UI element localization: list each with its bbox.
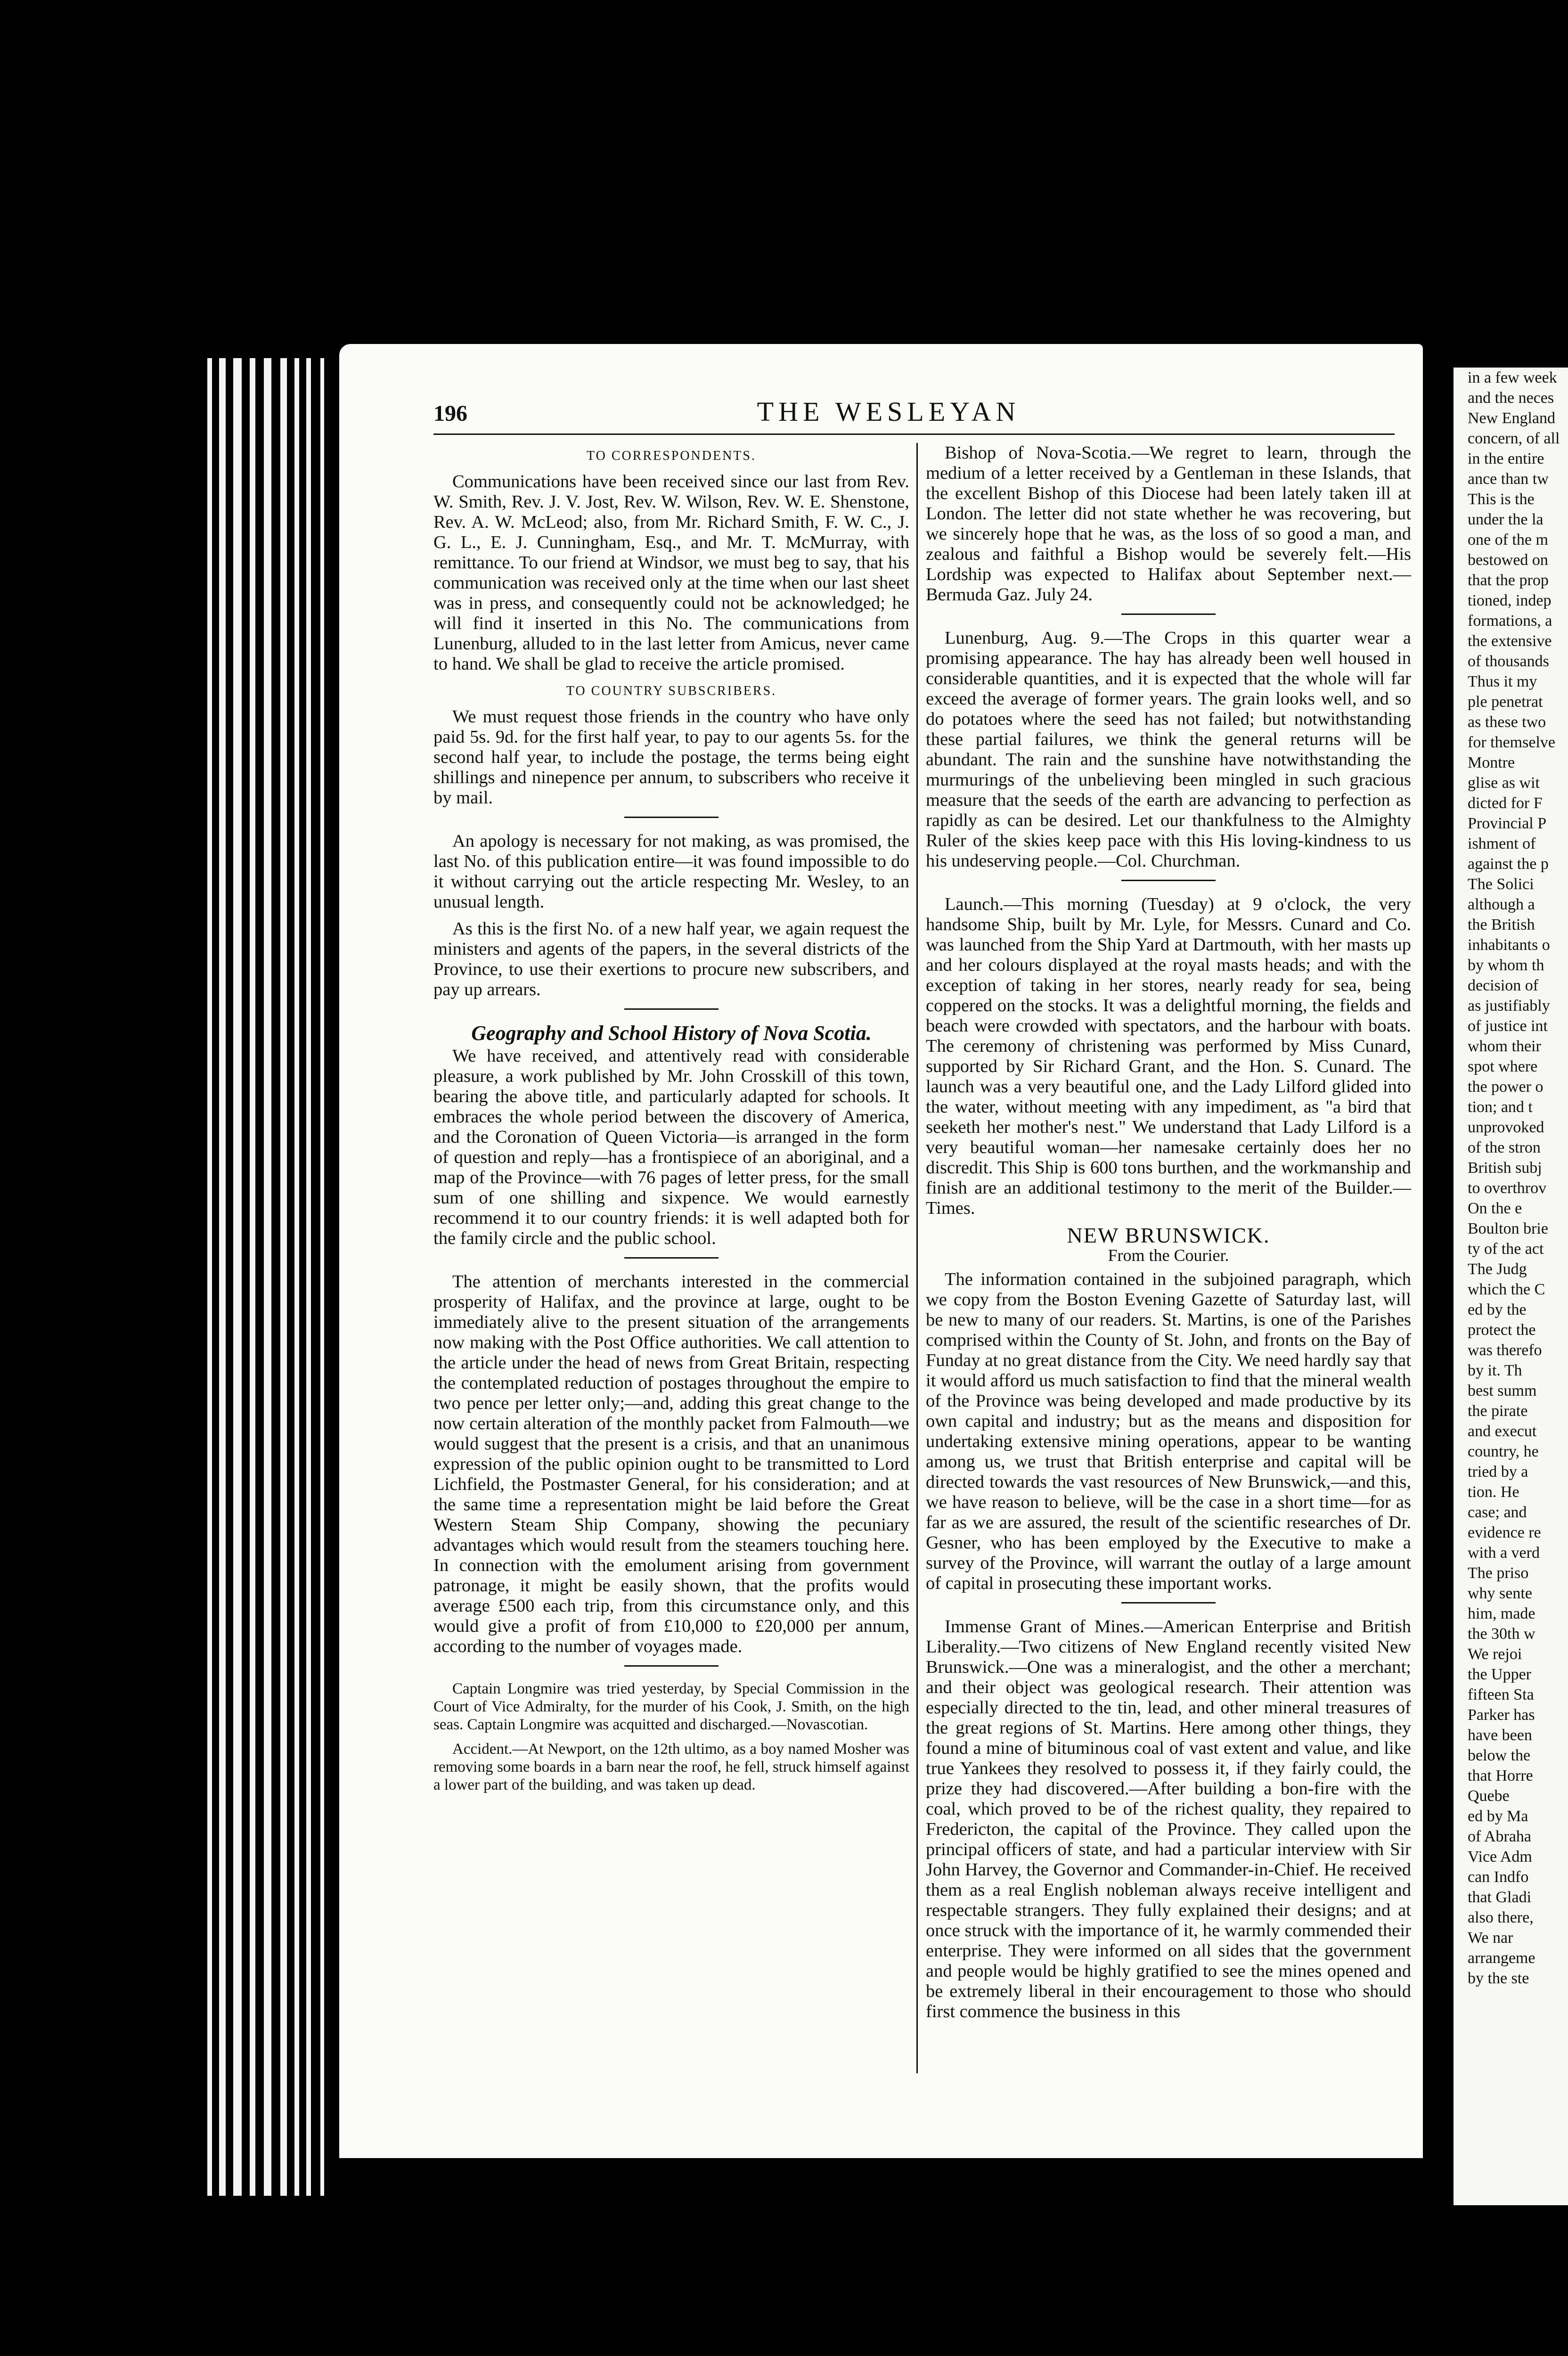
adjacent-page-line: We nar: [1468, 1929, 1513, 1947]
adjacent-page-line: case; and: [1468, 1504, 1527, 1521]
adjacent-page-line: We rejoi: [1468, 1645, 1522, 1663]
adjacent-page-line: of justice int: [1468, 1017, 1548, 1035]
longmire-paragraph: Captain Longmire was tried yesterday, by Special Commission in the Court of Vice Admiralty, for the murder of his Cook, J. Smith, on the high seas. Captain Longmire was acquitted and discharged.—Novascotian.: [433, 1680, 909, 1733]
adjacent-page-line: decision of: [1468, 977, 1539, 994]
adjacent-page-line: in a few week: [1468, 369, 1557, 386]
adjacent-page-line: also there,: [1468, 1909, 1534, 1926]
adjacent-page-line: and execut: [1468, 1423, 1537, 1440]
adjacent-page-line: tioned, indep: [1468, 592, 1552, 609]
adjacent-page-line: was therefo: [1468, 1342, 1542, 1359]
adjacent-page-line: the 30th w: [1468, 1625, 1535, 1643]
adjacent-page-line: tion. He: [1468, 1483, 1519, 1501]
adjacent-page-line: the British: [1468, 916, 1535, 933]
adjacent-page-line: as these two: [1468, 713, 1546, 731]
adjacent-page-fragment: [1454, 368, 1568, 2205]
accident-paragraph: Accident.—At Newport, on the 12th ultimo, as a boy named Mosher was removing some boards in a barn near the roof, he fell, struck himself against a lower part of the building, and was taken up dead.: [433, 1741, 909, 1793]
adjacent-page-line: unprovoked: [1468, 1119, 1544, 1136]
adjacent-page-line: inhabitants o: [1468, 936, 1550, 954]
section-rule: [1121, 614, 1216, 615]
left-column: [433, 443, 909, 1800]
adjacent-page-line: the Upper: [1468, 1666, 1532, 1683]
page-title: THE WESLEYAN: [757, 396, 1021, 427]
subscribers-heading: TO COUNTRY SUBSCRIBERS.: [566, 684, 777, 698]
adjacent-page-line: New England: [1468, 409, 1556, 427]
adjacent-page-line: Boulton brie: [1468, 1220, 1548, 1237]
merchants-paragraph: The attention of merchants interested in the commercial prosperity of Halifax, and the province at large, ought to be immediately alive to the present situation of the arrangements now making with the Post Office authorities. We call attention to the article under the head of news from Great Britain, respecting the contemplated reduction of postages throughout the empire to two pence per letter only;—and, adding this great change to the now certain alteration of the monthly packet from Falmouth—we would suggest that the present is a crisis, and that an unanimous expression of the public opinion ought to be transmitted to Lord Lichfield, the Postmaster General, for his consideration; and at the same time a representation might be laid before the Great Western Steam Ship Company, showing the pecuniary advantages which would result from the steamers touching here. In connection with the emolument arising from government patronage, it might be easily shown, that the profits would average £500 each trip, from this circumstance only, and this would give a profit of from £10,000 to £20,000 per annum, according to the number of voyages made.: [433, 1272, 909, 1656]
section-rule: [624, 1008, 719, 1010]
adjacent-page-line: spot where: [1468, 1058, 1538, 1075]
correspondents-paragraph: Communications have been received since our last from Rev. W. Smith, Rev. J. V. Jost, Rev. W. Wilson, Rev. W. E. Shenstone, Rev. A. W. McLeod; also, from Mr. Richard Smith, F. W. C., J. G. L., E. J. Cunningham, Esq., and Mr. T. McMurray, with remittance. To our friend at Windsor, we must beg to say, that his communication was received only at the time when our last sheet was in press, and consequently could not be acknowledged; he will find it inserted in this No. The communications from Lunenburg, alluded to in the last letter from Amicus, never came to hand. We shall be glad to receive the article promised.: [433, 472, 909, 674]
bishop-paragraph: Bishop of Nova-Scotia.—We regret to learn, through the medium of a letter received by a Gentleman in these Islands, that the excellent Bishop of this Diocese had been lately taken ill at London. The letter did not state whether he was recovering, but we sincerely hope that he was, as the loss of so good a man, and zealous and faithful a Bishop would be severely felt.—His Lordship was expected to Halifax about September next.—Bermuda Gaz. July 24.: [926, 443, 1411, 605]
adjacent-page-line: ed by the: [1468, 1301, 1527, 1318]
adjacent-page-line: by it. Th: [1468, 1362, 1522, 1379]
page-number: 196: [433, 401, 467, 426]
adjacent-page-line: British subj: [1468, 1159, 1542, 1177]
adjacent-page-line: fifteen Sta: [1468, 1686, 1534, 1703]
adjacent-page-line: to overthrov: [1468, 1179, 1547, 1197]
adjacent-page-line: protect the: [1468, 1321, 1536, 1339]
geography-paragraph: We have received, and attentively read with considerable pleasure, a work published by Mr. John Crosskill of this town, bearing the above title, and particularly adapted for schools. It embraces the whole period between the discovery of America, and the Coronation of Queen Victoria—is arranged in the form of question and reply—has a frontispiece of an aboriginal, and a map of the Province—with 76 pages of letter press, for the small sum of one shilling and sixpence. We would earnestly recommend it to our country friends: it is well adapted both for the family circle and the public school.: [433, 1046, 909, 1248]
adjacent-page-line: one of the m: [1468, 531, 1548, 548]
header-rule: [433, 434, 1395, 435]
adjacent-page-line: that the prop: [1468, 572, 1549, 589]
adjacent-page-line: against the p: [1468, 855, 1549, 873]
adjacent-page-line: concern, of all: [1468, 430, 1560, 447]
adjacent-page-line: have been: [1468, 1726, 1532, 1744]
adjacent-page-line: although a: [1468, 896, 1535, 913]
right-column: [926, 443, 1411, 2029]
adjacent-page-line: Quebe: [1468, 1787, 1510, 1805]
adjacent-page-line: On the e: [1468, 1200, 1522, 1217]
adjacent-page-line: which the C: [1468, 1281, 1545, 1298]
adjacent-page-line: bestowed on: [1468, 551, 1548, 569]
adjacent-page-line: evidence re: [1468, 1524, 1541, 1541]
adjacent-page-line: that Gladi: [1468, 1889, 1532, 1906]
geography-heading: Geography and School History of Nova Scotia.: [471, 1022, 872, 1045]
launch-paragraph: Launch.—This morning (Tuesday) at 9 o'clock, the very handsome Ship, built by Mr. Lyle, for Messrs. Cunard and Co. was launched from the Ship Yard at Dartmouth, with her masts up and her colours displayed at the royal masts heads; and with the exception of taking in her stores, nearly ready for sea, being coppered on the stocks. It was a delightful morning, the fields and beach were crowded with spectators, and the harbour with boats. The ceremony of christening was performed by Miss Cunard, supported by Sir Richard Grant, and the Hon. S. Cunard. The launch was a very beautiful one, and the Lady Lilford glided into the water, without meeting with any impediment, as "a bird that seeketh her mother's nest." We understand that Lady Lilford is a very beautiful woman—her namesake certainly does her no discredit. This Ship is 600 tons burthen, and the workmanship and finish are an additional testimony to the merit of the Builder.—Times.: [926, 894, 1411, 1218]
adjacent-page-line: of thousands: [1468, 653, 1549, 670]
grant-of-mines-paragraph: Immense Grant of Mines.—American Enterprise and British Liberality.—Two citizens of New England recently visited New Brunswick.—One was a mineralogist, and the other a merchant; and their object was geological research. Their attention was especially directed to the tin, lead, and other mineral treasures of the great regions of St. Martins. Here among other things, they found a mine of bituminous coal of vast extent and value, and like true Yankees they resolved to possess it, if they fairly could, the prize they had discovered.—After building a bon-fire with the coal, which proved to be of the richest quality, they repaired to Fredericton, the capital of the Province. They called upon the principal officers of state, and had a particular interview with Sir John Harvey, the Governor and Commander-in-Chief. He received them as a real English nobleman always receive intelligent and respectable strangers. They fully explained their designs; and at once struck with the importance of it, he warmly commended their enterprise. They were informed on all sides that the government and people would be highly gratified to see the mines opened and be extremely liberal in their encouragement to those who should first commence the business in this: [926, 1617, 1411, 2021]
new-brunswick-subheading: From the Courier.: [1108, 1246, 1229, 1265]
adjacent-page-line: This is the: [1468, 491, 1535, 508]
section-rule: [1121, 1602, 1216, 1603]
adjacent-page-line: whom their: [1468, 1038, 1541, 1055]
adjacent-page-line: Parker has: [1468, 1706, 1535, 1724]
section-rule: [624, 817, 719, 818]
page-header: [433, 396, 1395, 429]
adjacent-page-line: best summ: [1468, 1382, 1537, 1399]
new-brunswick-paragraph: The information contained in the subjoined paragraph, which we copy from the Boston Evening Gazette of Saturday last, will be new to many of our readers. St. Martins, is one of the Parishes comprised within the County of St. John, and fronts on the Bay of Funday at no great distance from the City. We need hardly say that it would afford us much satisfaction to find that the mineral wealth of the Province was being developed and made productive by its own capital and industry; but as the means and disposition for undertaking extensive mining operations, appear to be wanting among us, we trust that British enterprise and capital will be directed towards the vast resources of New Brunswick,—and this, we have reason to believe, will be the case in a short time—for as far as we are assured, the result of the scientific researches of Dr. Gesner, who has been employed by the Executive to make a survey of the Province, will warrant the outlay of a large amount of capital in prosecuting these important works.: [926, 1269, 1411, 1593]
section-rule: [624, 1257, 719, 1259]
adjacent-page-line: ty of the act: [1468, 1240, 1544, 1258]
adjacent-page-line: below the: [1468, 1747, 1531, 1764]
section-rule: [624, 1665, 719, 1667]
adjacent-page-line: of the stron: [1468, 1139, 1541, 1156]
page-gutter: [1423, 471, 1454, 2168]
adjacent-page-line: ple penetrat: [1468, 693, 1543, 711]
column-divider: [916, 443, 918, 2073]
adjacent-page-line: Vice Adm: [1468, 1848, 1532, 1865]
newspaper-page: [339, 344, 1423, 2158]
adjacent-page-line: arrangeme: [1468, 1949, 1535, 1967]
adjacent-page-line: glise as wit: [1468, 774, 1540, 792]
adjacent-page-line: tion; and t: [1468, 1098, 1533, 1116]
adjacent-page-line: country, he: [1468, 1443, 1539, 1460]
adjacent-page-line: that Horre: [1468, 1767, 1533, 1784]
adjacent-page-line: Thus it my: [1468, 673, 1537, 690]
adjacent-page-line: why sente: [1468, 1585, 1532, 1602]
adjacent-page-line: under the la: [1468, 511, 1544, 528]
adjacent-page-line: dicted for F: [1468, 794, 1543, 812]
adjacent-page-line: ed by Ma: [1468, 1808, 1528, 1825]
book-spine: [207, 358, 344, 2196]
adjacent-page-line: in the entire: [1468, 450, 1544, 467]
adjacent-page-line: ishment of: [1468, 835, 1536, 852]
adjacent-page-line: ance than tw: [1468, 470, 1549, 488]
adjacent-page-line: with a verd: [1468, 1544, 1540, 1562]
apology-paragraph: An apology is necessary for not making, as was promised, the last No. of this publication entire—it was found impossible to do it without carrying out the article respecting Mr. Wesley, to an unusual length.: [433, 831, 909, 912]
adjacent-page-line: and the neces: [1468, 389, 1554, 407]
adjacent-page-line: The Solici: [1468, 875, 1534, 893]
adjacent-page-line: of Abraha: [1468, 1828, 1532, 1845]
adjacent-page-line: by whom th: [1468, 957, 1544, 974]
half-year-paragraph: As this is the first No. of a new half year, we again request the ministers and agents of the papers, in the several districts of the Province, to use their exertions to procure new subscribers, and pay up arrears.: [433, 919, 909, 999]
new-brunswick-heading: NEW BRUNSWICK.: [1067, 1223, 1270, 1247]
adjacent-page-line: Montre: [1468, 754, 1515, 771]
adjacent-page-line: formations, a: [1468, 612, 1552, 630]
adjacent-page-line: by the ste: [1468, 1970, 1529, 1987]
adjacent-page-line: can Indfo: [1468, 1868, 1529, 1886]
subscribers-paragraph: We must request those friends in the country who have only paid 5s. 9d. for the first half year, to pay to our agents 5s. for the second half year, to include the postage, the terms being eight shillings and ninepence per annum, to subscribers who receive it by mail.: [433, 707, 909, 808]
adjacent-page-line: tried by a: [1468, 1463, 1528, 1481]
adjacent-page-line: for themselve: [1468, 734, 1555, 751]
adjacent-page-line: as justifiably: [1468, 997, 1550, 1014]
adjacent-page-line: him, made: [1468, 1605, 1535, 1622]
adjacent-page-line: the pirate: [1468, 1402, 1528, 1420]
adjacent-page-line: The priso: [1468, 1564, 1529, 1582]
adjacent-page-line: The Judg: [1468, 1260, 1527, 1278]
adjacent-page-line: the power o: [1468, 1078, 1544, 1096]
lunenburg-paragraph: Lunenburg, Aug. 9.—The Crops in this quarter wear a promising appearance. The hay has already been well housed in considerable quantities, and it is expected that the whole will far exceed the average of former years. The grain looks well, and so do potatoes where the seed has not failed; but notwithstanding these partial failures, we think the general returns will be abundant. The rain and the sunshine have notwithstanding the murmurings of the unbelieving been mingled in such gracious measure that the seeds of the earth are advancing to perfection as rapidly as can be desired. Let our thankfulness to the Almighty Ruler of the skies keep pace with this His loving-kindness to us his undeserving people.—Col. Churchman.: [926, 628, 1411, 871]
section-rule: [1121, 880, 1216, 881]
adjacent-page-line: the extensive: [1468, 632, 1552, 650]
correspondents-heading: TO CORRESPONDENTS.: [587, 449, 756, 463]
adjacent-page-line: Provincial P: [1468, 815, 1547, 832]
